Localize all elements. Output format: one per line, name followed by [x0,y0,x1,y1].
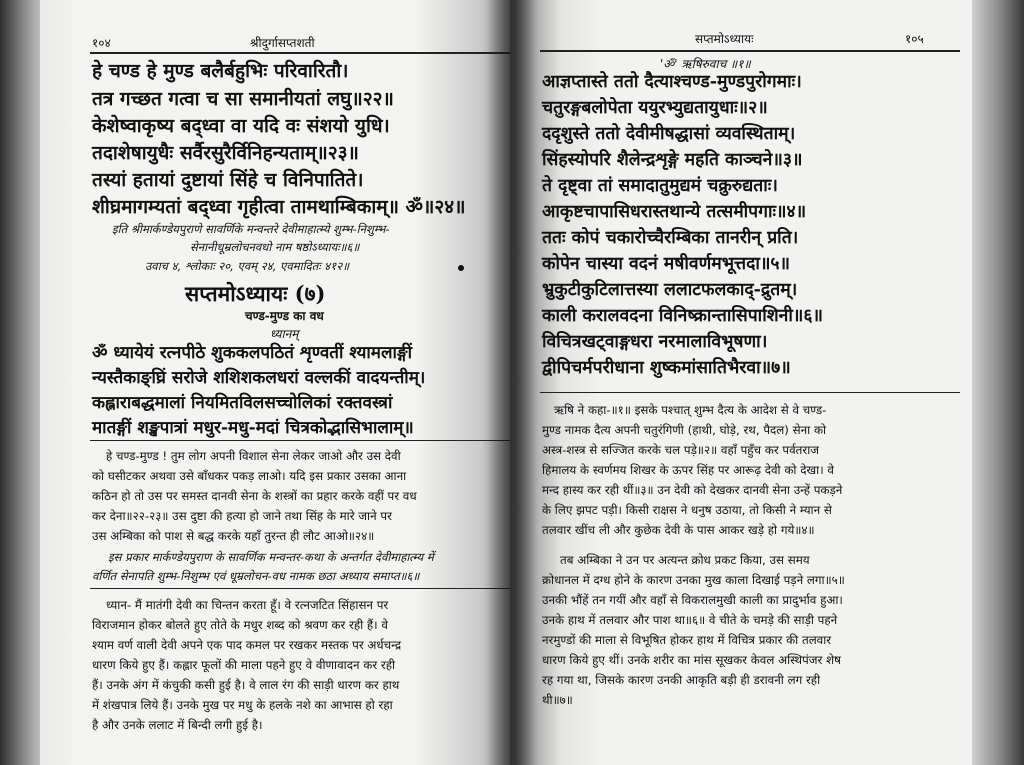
shloka-line: आकृष्टचापासिधरास्तथान्ये तत्समीपगाः॥४॥ [542,202,807,222]
translation-line: मुण्ड नामक दैत्य अपनी चतुरंगिणी (हाथी, घोड़े, रथ, पैदल) सेना को [542,423,827,437]
translation-line: अस्त्र-शस्त्र से सज्जित करके चल पड़े॥२॥ वहाँ पहुँच कर पर्वतराज [542,443,820,457]
translation-line: ऋषि ने कहा-॥१॥ इसके पश्चात् शुम्भ दैत्य के आदेश से वे चण्ड- [554,403,827,417]
section-rule-left [90,588,510,589]
shloka-line: केशेष्वाकृष्य बद्ध्वा वा यदि वः संशयो युधि। [92,115,390,137]
page-number-left: १०४ [92,36,111,50]
shloka-line: चतुरङ्गबलोपेता ययुरभ्युद्यतायुधाः॥२॥ [542,98,768,118]
chapter-title: सप्तमोऽध्यायः (७) [185,281,326,306]
shloka-line: तस्यां हतायां दुष्टायां सिंहे च विनिपातिते। [92,169,364,191]
header-rule-left [90,52,510,54]
shloka-line: ततः कोपं चकारोच्चैरम्बिका तानरीन् प्रति। [542,228,799,248]
chapter-subtitle: चण्ड-मुण्ड का वध [245,309,324,323]
colophon-sanskrit: सेनानीधूम्रलोचनवधो नाम षष्ठोऽध्यायः॥६॥ [190,240,360,254]
dhyana-shloka: ॐ ध्यायेयं रत्नपीठे शुककलपठितं शृण्वतीं श्यामलाङ्गीं [92,343,413,363]
shloka-line: शीघ्रमागम्यतां बद्ध्वा गृहीत्वा तामथाम्बिकाम्॥ ॐ॥२४॥ [92,196,466,218]
translation-line: उनकी भौंहें तन गयीं और वहाँ से विकरालमुखी काली का प्रादुर्भाव हुआ। [542,593,843,607]
running-title-right: सप्तमोऽध्यायः [695,32,754,46]
colophon-hindi: वर्णित सेनापति शुम्भ-निशुम्भ एवं धूम्रलोचन-वध नामक छठा अध्याय समाप्त॥६॥ [92,569,420,583]
shloka-line: तदाशेषायुधैः सर्वैरसुरैर्विनिहन्यताम्॥२३॥ [92,142,359,164]
translation-line: थी॥७॥ [542,693,573,707]
translation-line: धारण किये हुए थीं। उनके शरीर का मांस सूखकर केवल अस्थिपंजर शेष [542,653,841,667]
translation-line: को घसीटकर अथवा उसे बाँधकर पकड़ लाओ। यदि इस प्रकार उसका आना [92,469,407,483]
shloka-line: तत्र गच्छत गत्वा च सा समानीयतां लघु॥२२॥ [92,88,394,110]
translation-line: उनके हाथ में तलवार और पाश था॥६॥ वे चीते के चमड़े की साड़ी पहने [542,613,838,627]
bullet-dot [458,265,464,271]
translation-line: तलवार खींच ली और कुछेक देवी के पास आकर खड़े हो गये॥४॥ [542,523,815,537]
shloka-line: कोपेन चास्या वदनं मषीवर्णमभूत्तदा॥५॥ [542,254,791,274]
dhyana-translation-line: विराजमान होकर बोलते हुए तोते के मधुर शब्द को श्रवण कर रही हैं। वे [92,618,388,632]
shloka-line: द्वीपिचर्मपरीधाना शुष्कमांसातिभैरवा॥७॥ [542,358,791,378]
dhyana-shloka: मातङ्गीं शङ्खपात्रां मधुर-मधु-मदां चित्रकोद्भासिभालाम्॥ [92,418,414,438]
translation-line: क्रोधानल में दग्ध होने के कारण उनका मुख काला दिखाई पड़ने लगा॥५॥ [542,573,845,587]
dhyana-translation-line: ध्यान- मैं मातंगी देवी का चिन्तन करता हूँ। वे रत्नजटित सिंहासन पर [106,598,389,612]
dhyana-translation-line: धारण किये हुए हैं। कह्लार फूलों की माला पहने हुए वे वीणावादन कर रही [92,658,396,672]
book-right-edge [972,0,1024,765]
translation-line: नरमुण्डों की माला से विभूषित होकर हाथ में विचित्र प्रकार की तलवार [542,633,832,647]
dhyana-translation-line: है और उनके ललाट में बिन्दी लगी हुई है। [92,718,263,732]
dhyana-translation-line: में शंखपात्र लिये हैं। उनके मुख पर मधु के हलके नशे का आभास हो रहा [92,698,393,712]
translation-line: हे चण्ड-मुण्ड ! तुम लोग अपनी विशाल सेना लेकर जाओ और उस देवी [106,449,401,463]
section-rule-right [540,392,960,393]
dhyana-translation-line: हैं। उनके अंग में कंचुकी कसी हुई है। वे लाल रंग की साड़ी धारण कर हाथ [92,678,400,692]
shloka-line: ते दृष्ट्वा तां समादातुमुद्यमं चक्रुरुद्यताः। [542,176,778,196]
page-number-right: १०५ [905,32,924,46]
shloka-line: ददृशुस्ते ततो देवीमीषद्धासां व्यवस्थिताम्। [542,124,796,144]
dhyana-shloka: कह्लाराबद्धमालां नियमितविलसच्चोलिकां रक्तवस्त्रां [92,393,393,413]
translation-line: रह गया था, जिसके कारण उनकी आकृति बड़ी ही डरावनी लग रही [542,673,821,687]
colophon-sanskrit: इति श्रीमार्कण्डेयपुराणे सावर्णिके मन्वन्तरे देवीमाहात्म्ये शुम्भ-निशुम्भ- [112,222,390,236]
shloka-line: काली करालवदना विनिष्क्रान्तासिपाशिनी॥६॥ [542,306,823,326]
shloka-line: सिंहस्योपरि शैलेन्द्रशृङ्गे महति काञ्चने॥३॥ [542,150,803,170]
dhyanam-label: ध्यानम् [270,327,299,341]
translation-line: कठिन हो तो उस पर समस्त दानवी सेना के शस्त्रों का प्रहार करके वहीं पर वध [92,489,417,503]
right-page [510,0,972,765]
shloka-line: हे चण्ड हे मुण्ड बलैर्बहुभिः परिवारितौ। [92,60,349,82]
translation-line: कर देना॥२२-२३॥ उस दुष्टा की हत्या हो जाने तथा सिंह के मारे जाने पर [92,509,392,523]
translation-line: उस अम्बिका को पाश से बद्ध करके यहाँ तुरन्त ही लौट आओ॥२४॥ [92,529,375,543]
left-page [40,0,510,765]
shloka-line: आज्ञप्तास्ते ततो दैत्याश्चण्ड-मुण्डपुरोगमाः। [542,72,802,92]
translation-line: के लिए झपट पड़ी। किसी राक्षस ने धनुष उठाया, तो किसी ने म्यान से [542,503,832,517]
translation-line: मन्द हास्य कर रही थीं॥३॥ उन देवी को देखकर दानवी सेना उन्हें पकड़ने [542,483,843,497]
rishi-uvacha: 'ॐ' ऋषिरुवाच ॥१॥ [660,57,751,71]
colophon-hindi: इस प्रकार मार्कण्डेयपुराण के सावर्णिक मन्वन्तर-कथा के अन्तर्गत देवीमाहात्म्य में [108,550,434,564]
dhyana-shloka: न्यस्तैकाङ्घ्रिं सरोजे शशिशकलधरां वल्लकीं वादयन्तीम्। [92,368,426,388]
verse-count: उवाच ४, श्लोकाः २०, एवम् २४, एवमादितः ४१२॥ [145,259,350,273]
translation-line: तब अम्बिका ने उन पर अत्यन्त क्रोध प्रकट किया, उस समय [560,553,810,567]
shloka-line: भ्रुकुटीकुटिलात्तस्या ललाटफलकाद्-द्रुतम्। [542,280,798,300]
dhyana-translation-line: श्याम वर्ण वाली देवी अपने एक पाद कमल पर रखकर मस्तक पर अर्धचन्द्र [92,638,402,652]
shloka-line: विचित्रखट्वाङ्गधरा नरमालाविभूषणा। [542,332,768,352]
running-title-left: श्रीदुर्गासप्तशती [250,36,315,50]
translation-line: हिमालय के स्वर्णमय शिखर के ऊपर सिंह पर आरूढ़ देवी को देखा। वे [542,463,834,477]
section-rule-left [90,440,510,441]
book-left-edge [0,0,40,765]
header-rule-right [540,50,960,52]
